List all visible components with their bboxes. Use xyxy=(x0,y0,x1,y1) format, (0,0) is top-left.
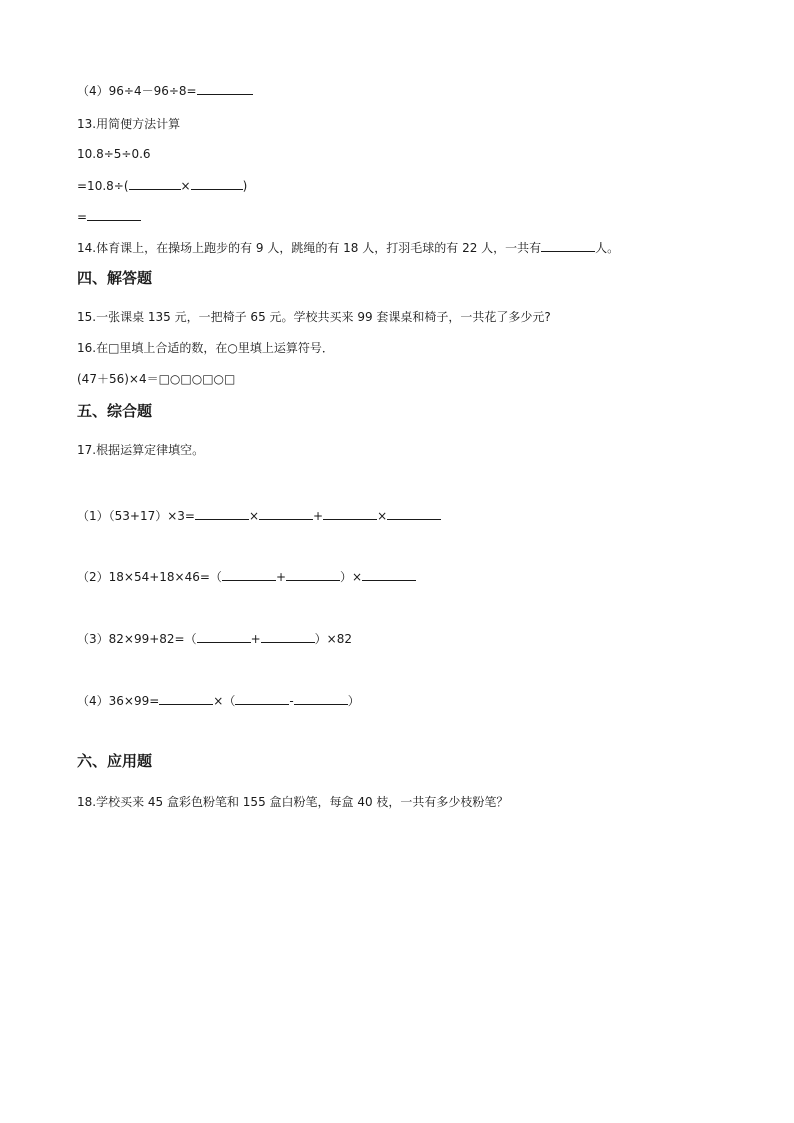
q13-step1-end: ) xyxy=(242,179,248,193)
q17-part4-prefix: （4）36×99= xyxy=(77,694,160,708)
q14 xyxy=(77,239,619,256)
answer-blank[interactable] xyxy=(261,630,315,643)
answer-blank[interactable] xyxy=(235,692,289,705)
q14-text: 14.体育课上，在操场上跑步的有 9 人，跳绳的有 18 人，打羽毛球的有 22 人，一共有 xyxy=(77,241,542,255)
q13-expression: 10.8÷5÷0.6 xyxy=(77,147,151,161)
q17-part2 xyxy=(77,568,416,585)
operator: + xyxy=(275,570,286,584)
answer-blank[interactable] xyxy=(387,507,441,520)
q17-part3-close: ）×82 xyxy=(314,632,352,646)
answer-blank[interactable] xyxy=(87,208,141,221)
operator: + xyxy=(250,632,261,646)
answer-blank[interactable] xyxy=(323,507,377,520)
q13-step1-start: =10.8÷( xyxy=(77,179,129,193)
section-heading-4: 四、解答题 xyxy=(77,269,153,287)
operator: + xyxy=(313,509,324,523)
answer-blank[interactable] xyxy=(159,692,213,705)
q16: 16.在□里填上合适的数，在○里填上运算符号． xyxy=(77,341,334,355)
answer-blank[interactable] xyxy=(286,568,340,581)
q17-part2-prefix: （2）18×54+18×46=（ xyxy=(77,570,222,584)
answer-blank[interactable] xyxy=(294,692,348,705)
answer-blank[interactable] xyxy=(197,82,253,95)
answer-blank[interactable] xyxy=(191,177,243,190)
answer-blank[interactable] xyxy=(222,568,276,581)
q17-title: 17.根据运算定律填空。 xyxy=(77,443,205,457)
operator: ×（ xyxy=(213,694,236,708)
q17-part4 xyxy=(77,692,360,709)
q16-expression: (47＋56)×4＝□○□○□○□ xyxy=(77,372,236,386)
operator: × xyxy=(248,509,260,523)
q17-part3 xyxy=(77,630,352,647)
answer-blank[interactable] xyxy=(195,507,249,520)
answer-blank[interactable] xyxy=(129,177,181,190)
q15: 15.一张课桌 135 元，一把椅子 65 元。学校共买来 99 套课桌和椅子，一共花了多少元? xyxy=(77,310,551,324)
operator: - xyxy=(289,694,294,708)
q17-part1 xyxy=(77,507,441,524)
q17-part3-prefix: （3）82×99+82=（ xyxy=(77,632,197,646)
answer-blank[interactable] xyxy=(259,507,313,520)
q13-step2-equals: = xyxy=(77,210,88,224)
q13-title: 13.用简便方法计算 xyxy=(77,117,181,131)
answer-blank[interactable] xyxy=(197,630,251,643)
operator: × xyxy=(377,509,388,523)
section-heading-5: 五、综合题 xyxy=(77,402,153,420)
q13-step2 xyxy=(77,208,141,225)
q17-part4-close: ） xyxy=(347,694,360,708)
q18: 18.学校买来 45 盒彩色粉笔和 155 盒白粉笔，每盒 40 枝，一共有多少枝粉笔？ xyxy=(77,795,509,809)
q14-suffix: 人。 xyxy=(595,241,620,255)
times-sign: × xyxy=(180,179,191,193)
section-heading-6: 六、应用题 xyxy=(77,752,153,770)
q12-part4-prefix: （4）96÷4－96÷8= xyxy=(77,84,197,98)
q12-part4 xyxy=(77,82,253,99)
answer-blank[interactable] xyxy=(541,239,595,252)
q13-step1 xyxy=(77,177,247,194)
answer-blank[interactable] xyxy=(362,568,416,581)
q17-part2-close: ）× xyxy=(340,570,363,584)
q17-part1-prefix: （1）（53+17）×3= xyxy=(77,509,195,523)
